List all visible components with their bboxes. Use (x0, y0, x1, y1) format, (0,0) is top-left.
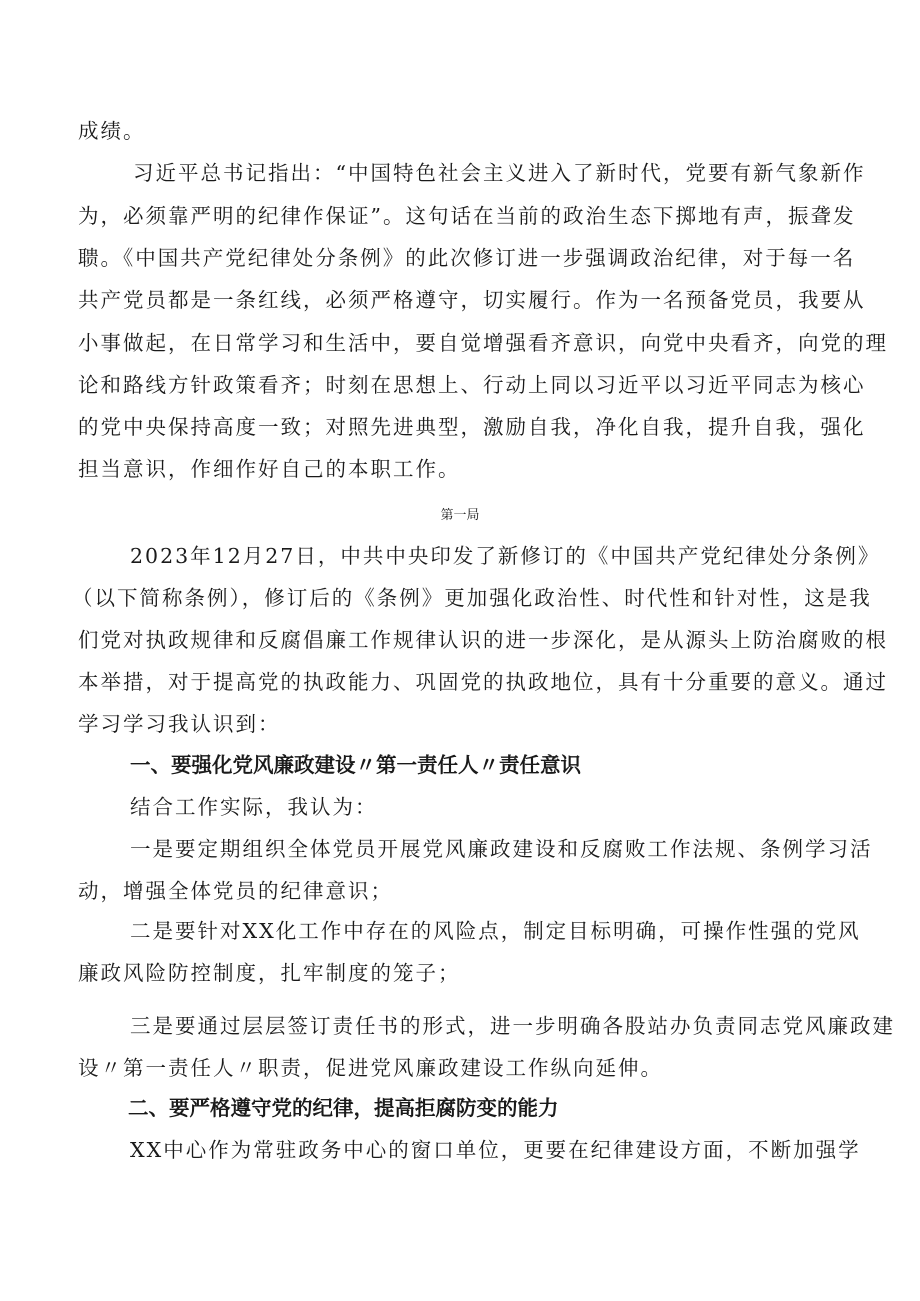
paragraph-line: 的党中央保持高度一致；对照先进典型，激励自我，净化自我，提升自我，强化 (78, 415, 866, 439)
paragraph-line: 2023年12月27日，中共中央印发了新修订的《中国共产党纪律处分条例》 (130, 544, 881, 568)
paragraph-line: 论和路线方针政策看齐；时刻在思想上、行动上同以习近平以习近平同志为核心 (78, 373, 866, 397)
paragraph-line: 担当意识，作细作好自己的本职工作。 (78, 457, 461, 481)
section-heading: 一、要强化党风廉政建设〃第一责任人〃责任意识 (130, 753, 581, 777)
paragraph-line: 三是要通过层层签订责任书的形式，进一步明确各股站办负责同志党风廉政建 (130, 1014, 895, 1038)
paragraph-line: 设〃第一责任人〃职责，促进党风廉政建设工作纵向延伸。 (78, 1056, 663, 1080)
paragraph-line: 为，必须靠严明的纪律作保证”。这句话在当前的政治生态下掷地有声，振聋发 (78, 204, 856, 228)
paragraph-line: 二是要针对XX化工作中存在的风险点，制定目标明确，可操作性强的党风 (130, 919, 861, 943)
paragraph-line: 共产党员都是一条红线，必须严格遵守，切实履行。作为一名预备党员，我要从 (78, 288, 866, 312)
paragraph-line: 习近平总书记指出：“中国特色社会主义进入了新时代，党要有新气象新作 (133, 161, 866, 185)
paragraph-line: 学习学习我认识到： (78, 712, 281, 736)
paragraph-line: XX中心作为常驻政务中心的窗口单位，更要在纪律建设方面，不断加强学 (130, 1138, 861, 1162)
paragraph-line: 本举措，对于提高党的执政能力、巩固党的执政地位，具有十分重要的意义。通过 (78, 670, 888, 694)
paragraph-line: 聩。《中国共产党纪律处分条例》的此次修订进一步强调政治纪律，对于每一名 (78, 246, 856, 270)
section-heading: 二、要严格遵守党的纪律，提高拒腐防变的能力 (128, 1096, 559, 1120)
paragraph-line: （以下简称条例），修订后的《条例》更加强化政治性、时代性和针对性，这是我 (72, 586, 872, 610)
paragraph-line: 结合工作实际，我认为： (130, 795, 378, 819)
paragraph-line: 廉政风险防控制度，扎牢制度的笼子； (78, 961, 461, 985)
paragraph-line: 们党对执政规律和反腐倡廉工作规律认识的进一步深化，是从源头上防治腐败的根 (78, 628, 888, 652)
paragraph-line: 动，增强全体党员的纪律意识； (78, 879, 393, 903)
paragraph-line: 小事做起，在日常学习和生活中，要自觉增强看齐意识，向党中央看齐，向党的理 (78, 331, 888, 355)
paragraph-line: 成绩。 (78, 119, 146, 143)
paragraph-line: 一是要定期组织全体党员开展党风廉政建设和反腐败工作法规、条例学习活 (130, 837, 873, 861)
section-title: 第一局 (440, 508, 480, 523)
